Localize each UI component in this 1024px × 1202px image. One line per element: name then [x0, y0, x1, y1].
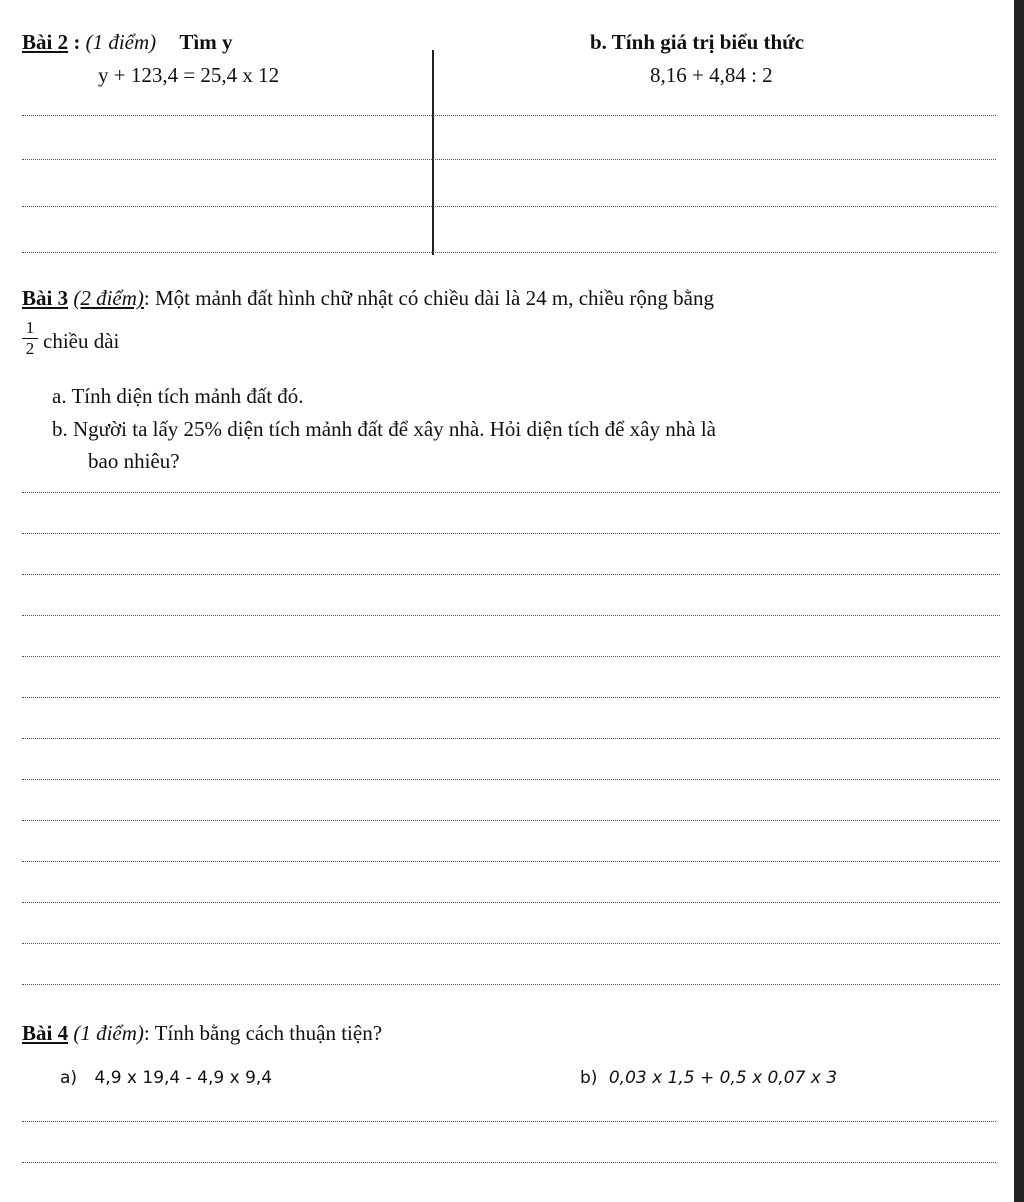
answer-line: [22, 159, 996, 160]
bai3-text: : Một mảnh đất hình chữ nhật có chiều dài là 24 m, chiều rộng bằng: [143, 286, 714, 310]
column-divider: [432, 50, 434, 255]
answer-line: [22, 984, 1000, 985]
bai3-item-b-line1: b. Người ta lấy 25% diện tích mảnh đất để xây nhà. Hỏi diện tích để xây nhà là: [52, 417, 716, 441]
answer-line: [22, 943, 1000, 944]
bai4-statement: [22, 1021, 382, 1046]
answer-line: [22, 1162, 996, 1163]
answer-line: [22, 902, 1000, 903]
answer-line: [22, 779, 1000, 780]
bai3-statement-tail: chiều dài: [43, 329, 120, 353]
bai3-item-a: a. Tính diện tích mảnh đất đó.: [52, 384, 304, 408]
bai2-colon: :: [68, 30, 86, 54]
bai2-points: (1 điểm): [85, 30, 157, 54]
bai4-item-a: [60, 1068, 272, 1088]
answer-line: [22, 615, 1000, 616]
bai4-item-b-expr: 0,03 x 1,5 + 0,5 x 0,07 x 3: [608, 1068, 838, 1088]
answer-line: [22, 738, 1000, 739]
bai2-header: [22, 30, 233, 55]
answer-line: [22, 820, 1000, 821]
bai4-item-b: [580, 1068, 837, 1088]
bai4-item-b-label: b): [580, 1068, 598, 1088]
fraction-numerator: 1: [22, 318, 38, 339]
bai2-task-a: Tìm y: [179, 30, 233, 54]
answer-line: [22, 574, 1000, 575]
fraction-denominator: 2: [25, 339, 35, 358]
bai2-title: Bài 2: [22, 30, 69, 54]
bai3-fraction: [22, 318, 38, 359]
answer-line: [22, 861, 1000, 862]
answer-line: [22, 1121, 996, 1122]
bai3-item-b-line2: bao nhiêu?: [88, 449, 180, 473]
bai4-task: : Tính bằng cách thuận tiện?: [143, 1021, 383, 1045]
bai4-item-a-expr: 4,9 x 19,4 - 4,9 x 9,4: [94, 1068, 273, 1088]
bai3-title: Bài 3: [22, 286, 69, 310]
answer-line: [22, 533, 1000, 534]
answer-line: [22, 492, 1000, 493]
bai4-points: (1 điểm): [73, 1021, 144, 1045]
bai4-item-a-label: a): [60, 1068, 78, 1088]
bai3-statement: [22, 286, 714, 311]
page-frame-edge: [1014, 0, 1024, 1202]
answer-line: [22, 252, 996, 253]
bai2-expression-b: 8,16 + 4,84 : 2: [650, 63, 773, 87]
bai2-equation-a: y + 123,4 = 25,4 x 12: [98, 63, 280, 87]
answer-line: [22, 206, 996, 207]
answer-line: [22, 115, 996, 116]
bai2-task-b: b. Tính giá trị biểu thức: [590, 30, 805, 54]
bai4-title: Bài 4: [22, 1021, 69, 1045]
answer-line: [22, 656, 1000, 657]
answer-line: [22, 697, 1000, 698]
bai3-points: (2 điểm): [73, 286, 144, 310]
